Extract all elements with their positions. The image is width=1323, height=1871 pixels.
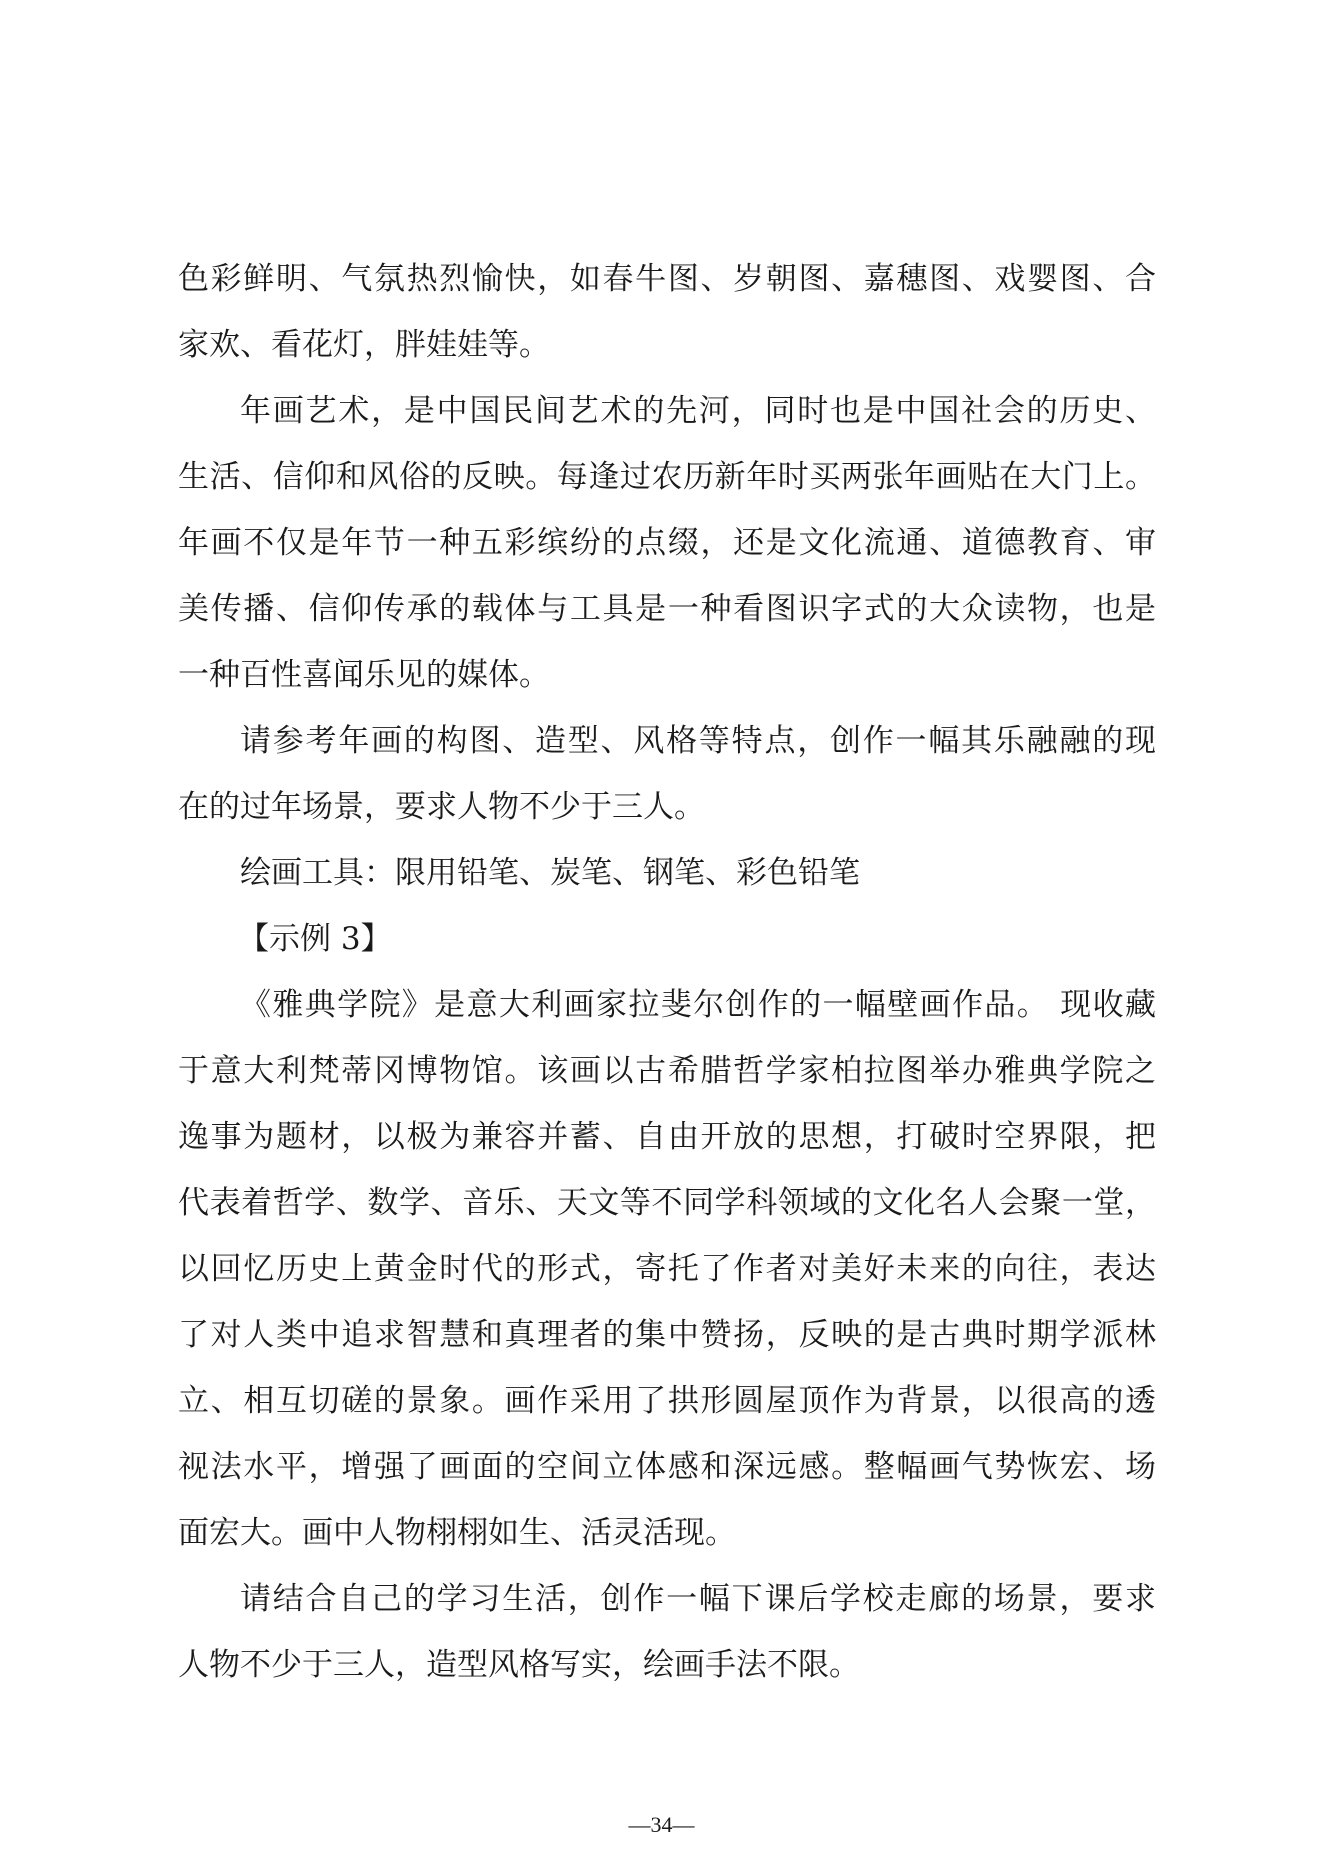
text-line: 请结合自己的学习生活，创作一幅下课后学校走廊的场景，要求 bbox=[240, 1581, 1156, 1617]
text-line: 请参考年画的构图、造型、风格等特点，创作一幅其乐融融的现 bbox=[240, 723, 1156, 759]
text-line: 年画艺术，是中国民间艺术的先河，同时也是中国社会的历史、 bbox=[240, 393, 1156, 429]
text-line: 色彩鲜明、气氛热烈愉快，如春牛图、岁朝图、嘉穗图、戏婴图、合 bbox=[178, 261, 1156, 297]
text-line: 了对人类中追求智慧和真理者的集中赞扬，反映的是古典时期学派林 bbox=[178, 1317, 1156, 1353]
paragraph-nianhua-art bbox=[178, 378, 1156, 708]
text-line: 《雅典学院》是意大利画家拉斐尔创作的一幅壁画作品。 现收藏 bbox=[240, 987, 1156, 1023]
paragraph-drawing-tools bbox=[178, 840, 1156, 906]
text-line: 面宏大。画中人物栩栩如生、活灵活现。 bbox=[178, 1515, 736, 1551]
text-line: 视法水平，增强了画面的空间立体感和深远感。整幅画气势恢宏、场 bbox=[178, 1449, 1156, 1485]
text-line: 立、相互切磋的景象。画作采用了拱形圆屋顶作为背景，以很高的透 bbox=[178, 1383, 1156, 1419]
text-line: 人物不少于三人，造型风格写实，绘画手法不限。 bbox=[178, 1647, 860, 1683]
page-number: —34— bbox=[628, 1812, 695, 1837]
text-line: 在的过年场景，要求人物不少于三人。 bbox=[178, 789, 705, 825]
text-line: 年画不仅是年节一种五彩缤纷的点缀，还是文化流通、道德教育、审 bbox=[178, 525, 1156, 561]
text-line: 于意大利梵蒂冈博物馆。该画以古希腊哲学家柏拉图举办雅典学院之 bbox=[178, 1053, 1156, 1089]
body-text bbox=[178, 246, 1156, 1698]
text-line: 美传播、信仰传承的载体与工具是一种看图识字式的大众读物，也是 bbox=[178, 591, 1156, 627]
text-line: 逸事为题材，以极为兼容并蓄、自由开放的思想，打破时空界限，把 bbox=[178, 1119, 1156, 1155]
text-line: 家欢、看花灯，胖娃娃等。 bbox=[178, 327, 550, 363]
text-line: 一种百性喜闻乐见的媒体。 bbox=[178, 657, 550, 693]
text-line: 绘画工具：限用铅笔、炭笔、钢笔、彩色铅笔 bbox=[240, 855, 860, 891]
text-line: 以回忆历史上黄金时代的形式，寄托了作者对美好未来的向往，表达 bbox=[178, 1251, 1156, 1287]
example-heading bbox=[178, 906, 1156, 972]
text-line: 生活、信仰和风俗的反映。每逢过农历新年时买两张年画贴在大门上。 bbox=[178, 459, 1156, 495]
paragraph-task-corridor bbox=[178, 1566, 1156, 1698]
paragraph-task-nianhua bbox=[178, 708, 1156, 840]
text-line: 【示例 3】 bbox=[238, 921, 392, 957]
paragraph-school-of-athens bbox=[178, 972, 1156, 1566]
paragraph-nianhua-examples-continued bbox=[178, 246, 1156, 378]
text-line: 代表着哲学、数学、音乐、天文等不同学科领域的文化名人会聚一堂， bbox=[178, 1185, 1156, 1221]
